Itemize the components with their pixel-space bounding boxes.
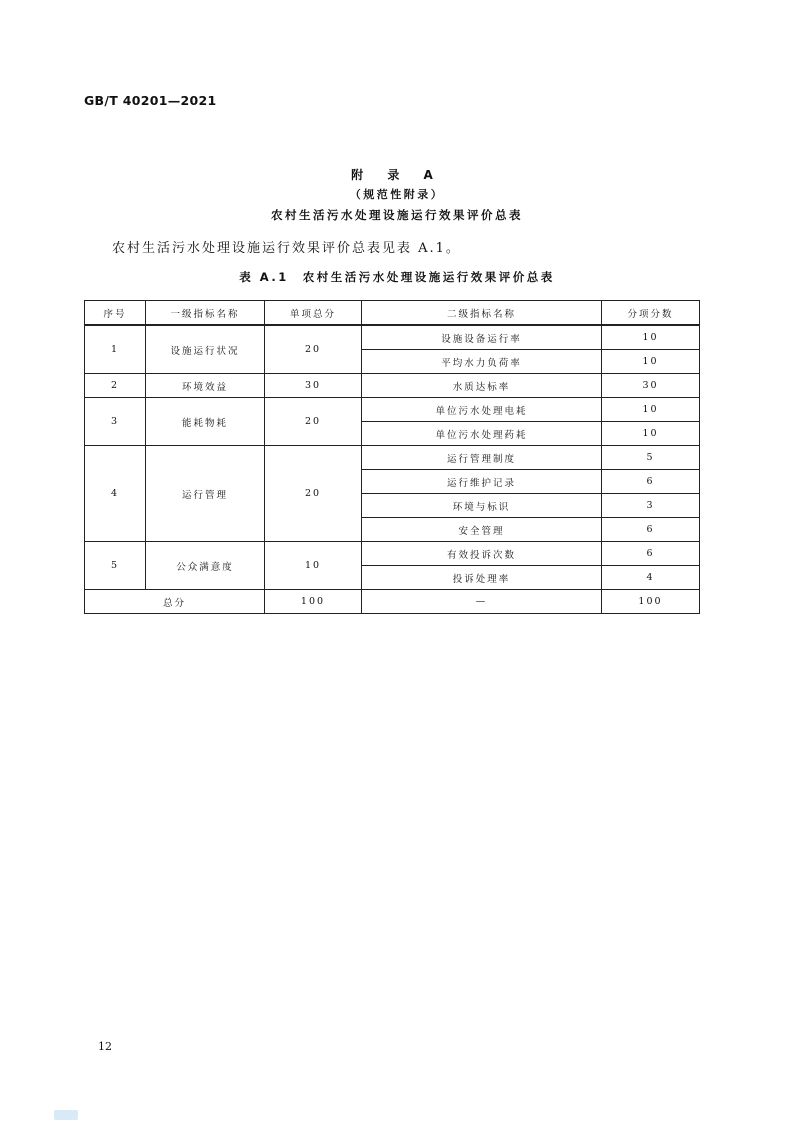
secondary-score: 6 — [602, 518, 700, 542]
secondary-indicator: 水质达标率 — [362, 374, 602, 398]
row-number: 5 — [85, 542, 146, 590]
secondary-indicator: 单位污水处理电耗 — [362, 398, 602, 422]
appendix-title: 农村生活污水处理设施运行效果评价总表 — [271, 208, 523, 222]
header-cell: 二级指标名称 — [362, 301, 602, 326]
table-row — [85, 325, 700, 350]
appendix-label: 附 录 A — [351, 168, 443, 182]
primary-score: 10 — [265, 542, 362, 590]
secondary-score: 10 — [602, 325, 700, 350]
total-secondary-name: — — [362, 590, 602, 614]
primary-score: 20 — [265, 446, 362, 542]
standard-code: GB/T 40201—2021 — [84, 93, 217, 108]
appendix-nature: （规范性附录） — [349, 188, 445, 201]
table-row — [85, 398, 700, 422]
secondary-indicator: 安全管理 — [362, 518, 602, 542]
total-label: 总分 — [85, 590, 265, 614]
secondary-indicator: 设施设备运行率 — [362, 325, 602, 350]
secondary-score: 4 — [602, 566, 700, 590]
secondary-score: 10 — [602, 350, 700, 374]
intro-paragraph: 农村生活污水处理设施运行效果评价总表见表 A.1。 — [112, 241, 461, 256]
secondary-indicator: 单位污水处理药耗 — [362, 422, 602, 446]
primary-score: 30 — [265, 374, 362, 398]
header-cell: 分项分数 — [602, 301, 700, 326]
primary-score: 20 — [265, 398, 362, 446]
total-secondary-score: 100 — [602, 590, 700, 614]
primary-indicator: 运行管理 — [146, 446, 265, 542]
secondary-score: 10 — [602, 398, 700, 422]
secondary-score: 3 — [602, 494, 700, 518]
primary-indicator: 能耗物耗 — [146, 398, 265, 446]
header-cell: 单项总分 — [265, 301, 362, 326]
table-row — [85, 542, 700, 566]
table-row — [85, 446, 700, 470]
row-number: 4 — [85, 446, 146, 542]
table-row — [85, 374, 700, 398]
table-header-row — [85, 301, 700, 326]
secondary-indicator: 运行管理制度 — [362, 446, 602, 470]
row-number: 1 — [85, 325, 146, 374]
header-cell: 序号 — [85, 301, 146, 326]
secondary-score: 6 — [602, 470, 700, 494]
secondary-indicator: 环境与标识 — [362, 494, 602, 518]
primary-indicator: 环境效益 — [146, 374, 265, 398]
secondary-indicator: 有效投诉次数 — [362, 542, 602, 566]
secondary-indicator: 平均水力负荷率 — [362, 350, 602, 374]
secondary-indicator: 投诉处理率 — [362, 566, 602, 590]
evaluation-table — [84, 300, 700, 614]
secondary-score: 10 — [602, 422, 700, 446]
scan-mark — [54, 1110, 78, 1120]
header-cell: 一级指标名称 — [146, 301, 265, 326]
total-row — [85, 590, 700, 614]
secondary-score: 6 — [602, 542, 700, 566]
row-number: 3 — [85, 398, 146, 446]
secondary-indicator: 运行维护记录 — [362, 470, 602, 494]
primary-score: 20 — [265, 325, 362, 374]
primary-indicator: 公众满意度 — [146, 542, 265, 590]
row-number: 2 — [85, 374, 146, 398]
secondary-score: 30 — [602, 374, 700, 398]
primary-indicator: 设施运行状况 — [146, 325, 265, 374]
table-caption: 表 A.1 农村生活污水处理设施运行效果评价总表 — [239, 270, 555, 284]
secondary-score: 5 — [602, 446, 700, 470]
total-score: 100 — [265, 590, 362, 614]
page-number: 12 — [98, 1040, 112, 1053]
